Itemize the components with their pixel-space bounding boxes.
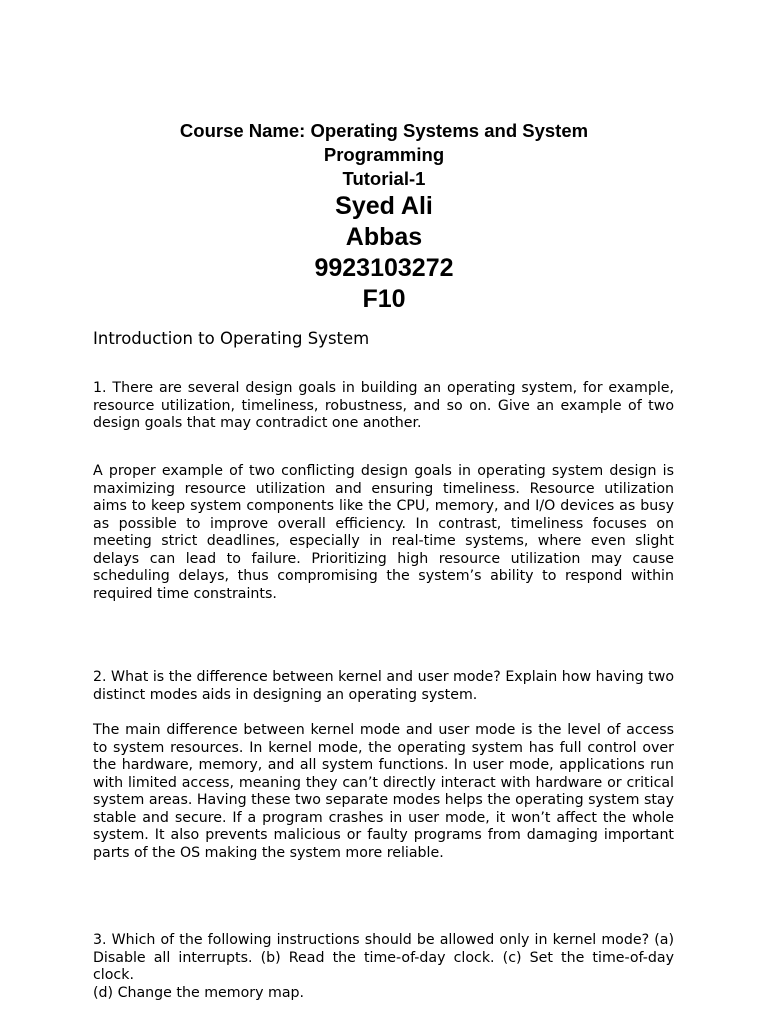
roll-number: 9923103272 — [314, 254, 454, 282]
section-title: Introduction to Operating System — [93, 329, 370, 348]
title-block — [0, 119, 768, 315]
course-name-line-2: Programming — [323, 144, 445, 165]
tutorial-label: Tutorial-1 — [342, 168, 426, 189]
question-3-option-d: (d) Change the memory map. — [93, 984, 305, 1001]
question-3 — [93, 932, 674, 1002]
student-name-line-1: Syed Ali — [335, 192, 433, 220]
batch-label: F10 — [362, 285, 406, 313]
course-name-line-1: Course Name: Operating Systems and System — [179, 120, 589, 141]
question-3-text: 3. Which of the following instructions should be allowed only in kernel mode? (a) Disable all interrupts. (b) Read the time-of-day clock. (c) Set the time-of-day clock. — [93, 932, 674, 983]
student-name-line-2: Abbas — [345, 223, 423, 251]
answer-1: A proper example of two conflicting design goals in operating system design is maximizing resource utilization and ensuring timeliness. Resource utilization aims to keep system components like the CPU, memory, and I/O devices as busy as possible to improve overall efficiency. In contrast, timeliness focuses on meeting strict deadlines, especially in real-time systems, where even slight delays can lead to failure. Prioritizing high resource utilization may cause scheduling delays, thus compromising the system’s ability to respond within required time constraints. — [93, 463, 674, 602]
question-1: 1. There are several design goals in building an operating system, for example, resource utilization, timeliness, robustness, and so on. Give an example of two design goals that may contradict one another. — [93, 380, 674, 431]
question-2: 2. What is the difference between kernel and user mode? Explain how having two distinct modes aids in designing an operating system. — [93, 669, 674, 703]
answer-2: The main difference between kernel mode and user mode is the level of access to system resources. In kernel mode, the operating system has full control over the hardware, memory, and all system functions. In user mode, applications run with limited access, meaning they can’t directly interact with hardware or critical system areas. Having these two separate modes helps the operating system stay stable and secure. If a program crashes in user mode, it won’t affect the whole system. It also prevents malicious or faulty programs from damaging important parts of the OS making the system more reliable. — [93, 722, 674, 861]
